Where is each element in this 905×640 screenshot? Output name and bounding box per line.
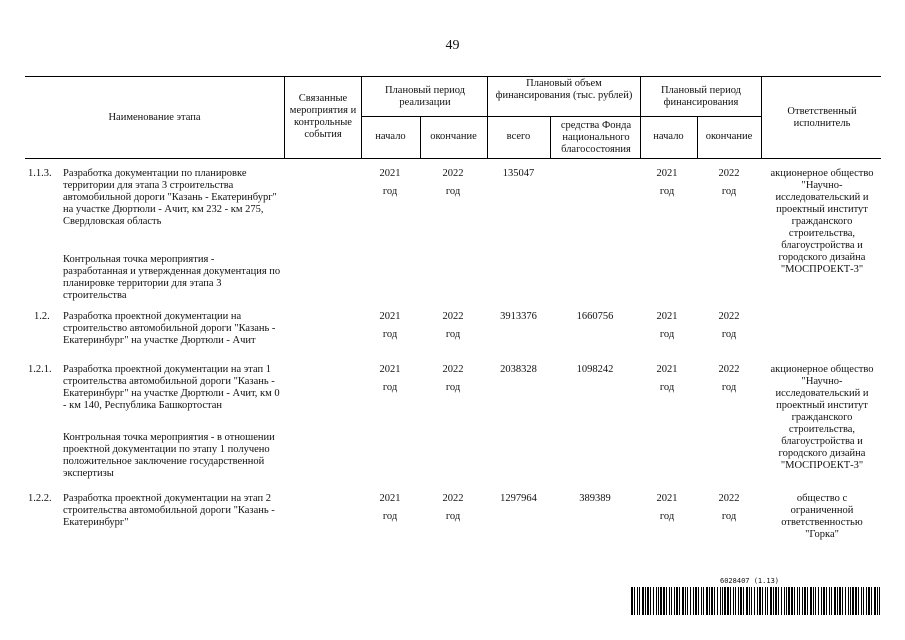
header-end: окончание xyxy=(430,131,477,142)
header-total: всего xyxy=(506,131,531,142)
row-nwf: 1098242 xyxy=(576,364,614,375)
row-total: 1297964 xyxy=(500,493,537,504)
barcode-number: 6028407 (1.13) xyxy=(720,577,780,585)
row-stage-name: Разработка проектной документации на строительство автомобильной дороги "Казань - Екатеринбург" на участке Дюртюли - Ачит xyxy=(63,311,276,346)
col-divider xyxy=(640,76,641,158)
row-responsible: акционерное общество "Научно-исследовательский и проектный институт гражданского строительства, благоустройства и городского дизайна "МОСПРОЕКТ-3" xyxy=(770,364,874,471)
col-divider xyxy=(761,76,762,158)
row-end-year: 2022 год xyxy=(442,364,464,393)
row-stage-name: Разработка проектной документации на этап 2 строительства автомобильной дороги "Казань - Екатеринбург" xyxy=(63,493,275,528)
row-start-year: 2021 год xyxy=(379,168,401,197)
page-number: 49 xyxy=(445,38,460,53)
col-divider xyxy=(361,76,362,158)
header-start: начало xyxy=(375,131,406,142)
row-fin-end-year: 2022 год xyxy=(718,311,740,340)
row-number: 1.2. xyxy=(34,311,50,322)
row-fin-start-year: 2021 год xyxy=(656,493,678,522)
header-nwf: средства Фонда национального благосостояния xyxy=(560,120,632,155)
header-bottom-border xyxy=(25,158,881,159)
row-control-point: Контрольная точка мероприятия - разработанная и утвержденная документация по планировке территории для этапа 3 строительства xyxy=(63,254,281,301)
row-fin-start-year: 2021 год xyxy=(656,364,678,393)
row-start-year: 2021 год xyxy=(379,311,401,340)
header-responsible: Ответственный исполнитель xyxy=(787,106,857,129)
subheader-divider xyxy=(361,116,761,117)
col-divider xyxy=(284,76,285,158)
header-financing-period: Плановый период финансирования xyxy=(660,85,742,108)
row-total: 3913376 xyxy=(500,311,537,322)
row-stage-name: Разработка документации по планировке территории для этапа 3 строительства автомобильной дороги "Казань - Екатеринбург" на участке Дюртюли - Ачит, км 232 - км 275, Свердловская область xyxy=(63,168,277,227)
header-end-fin: окончание xyxy=(705,131,753,142)
table-top-border xyxy=(25,76,881,77)
header-start-fin: начало xyxy=(653,131,684,142)
row-end-year: 2022 год xyxy=(442,493,464,522)
col-divider xyxy=(487,76,488,158)
row-responsible: акционерное общество "Научно-исследовательский и проектный институт гражданского строительства, благоустройства и городского дизайна "МОСПРОЕКТ-3" xyxy=(770,168,874,275)
row-total: 135047 xyxy=(502,168,535,179)
row-number: 1.1.3. xyxy=(28,168,52,179)
row-end-year: 2022 год xyxy=(442,168,464,197)
row-number: 1.2.2. xyxy=(28,493,52,504)
col-divider xyxy=(550,116,551,158)
row-responsible: общество с ограниченной ответственностью "Горка" xyxy=(781,493,863,540)
barcode xyxy=(631,587,881,615)
row-control-point: Контрольная точка мероприятия - в отношении проектной документации по этапу 1 получено положительное заключение государственной экспертизы xyxy=(63,432,275,479)
row-start-year: 2021 год xyxy=(379,364,401,393)
header-planned-period: Плановый период реализации xyxy=(384,85,466,108)
header-stage-name: Наименование этапа xyxy=(108,112,201,123)
row-fin-end-year: 2022 год xyxy=(718,364,740,393)
row-fin-end-year: 2022 год xyxy=(718,168,740,197)
row-fin-start-year: 2021 год xyxy=(656,168,678,197)
row-fin-start-year: 2021 год xyxy=(656,311,678,340)
row-fin-end-year: 2022 год xyxy=(718,493,740,522)
row-stage-name: Разработка проектной документации на этап 1 строительства автомобильной дороги "Казань - Екатеринбург" на участке Дюртюли - Ачит, км 0 - км 140, Республика Башкортостан xyxy=(63,364,280,411)
row-start-year: 2021 год xyxy=(379,493,401,522)
row-nwf: 1660756 xyxy=(576,311,614,322)
header-planned-volume: Плановый объем финансирования (тыс. рублей) xyxy=(495,78,633,101)
row-end-year: 2022 год xyxy=(442,311,464,340)
header-related-events: Связанные мероприятия и контрольные события xyxy=(289,93,357,140)
row-total: 2038328 xyxy=(500,364,537,375)
row-number: 1.2.1. xyxy=(28,364,52,375)
row-nwf: 389389 xyxy=(579,493,611,504)
